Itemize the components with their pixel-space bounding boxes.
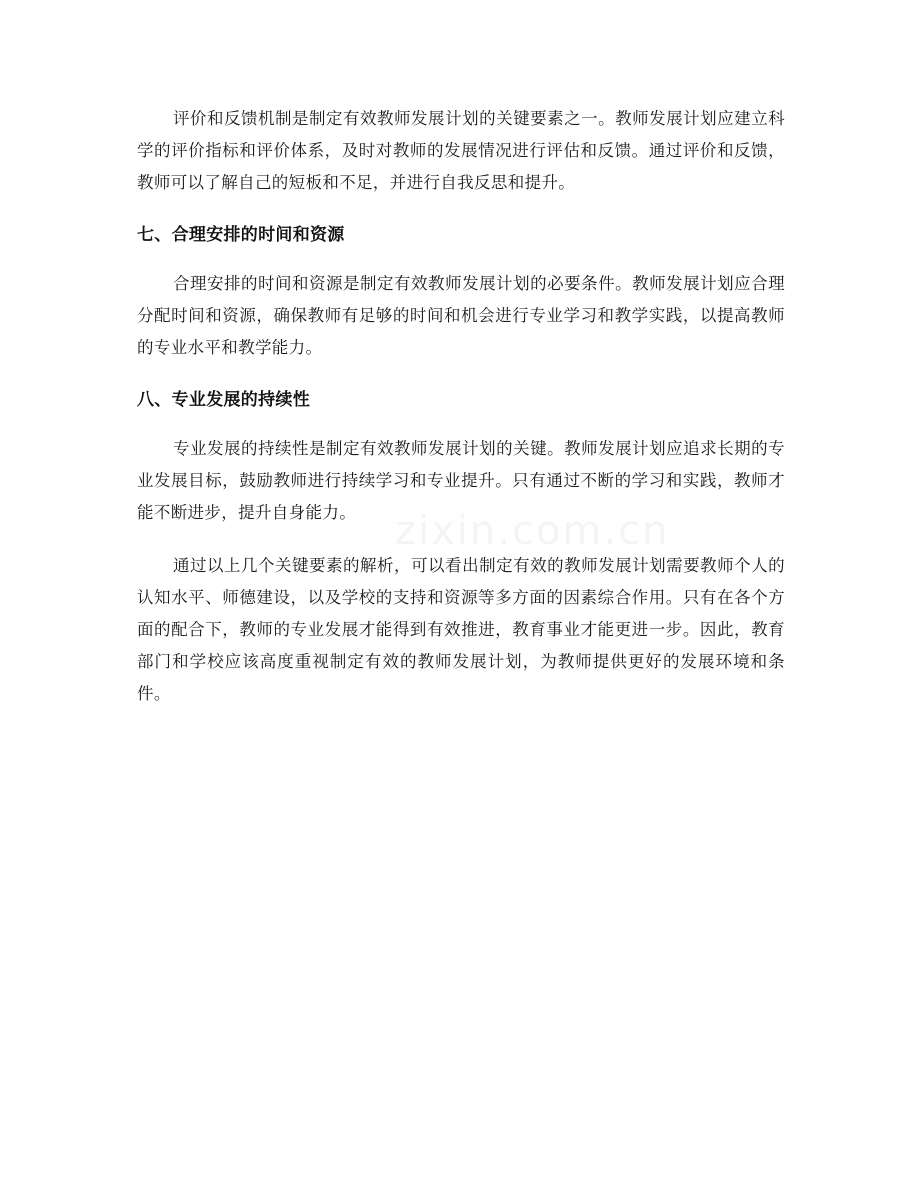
heading-section-8: 八、专业发展的持续性	[137, 390, 310, 410]
paragraph-evaluation: 评价和反馈机制是制定有效教师发展计划的关键要素之一。教师发展计划应建立科学的评价指标和评价体系，及时对教师的发展情况进行评估和反馈。通过评价和反馈，教师可以了解自己的短板和不足，并进行自我反思和提升。	[137, 109, 785, 192]
document-content	[137, 103, 785, 731]
paragraph-conclusion: 通过以上几个关键要素的解析，可以看出制定有效的教师发展计划需要教师个人的认知水平、师德建设，以及学校的支持和资源等多方面的因素综合作用。只有在各个方面的配合下，教师的专业发展才能得到有效推进，教育事业才能更进一步。因此，教育部门和学校应该高度重视制定有效的教师发展计划，为教师提供更好的发展环境和条件。	[137, 556, 785, 703]
heading-section-7: 七、合理安排的时间和资源	[137, 225, 345, 245]
paragraph-section-8: 专业发展的持续性是制定有效教师发展计划的关键。教师发展计划应追求长期的专业发展目标，鼓励教师进行持续学习和专业提升。只有通过不断的学习和实践，教师才能不断进步，提升自身能力。	[137, 439, 785, 522]
paragraph-section-7: 合理安排的时间和资源是制定有效教师发展计划的必要条件。教师发展计划应合理分配时间和资源，确保教师有足够的时间和机会进行专业学习和教学实践，以提高教师的专业水平和教学能力。	[137, 274, 785, 357]
